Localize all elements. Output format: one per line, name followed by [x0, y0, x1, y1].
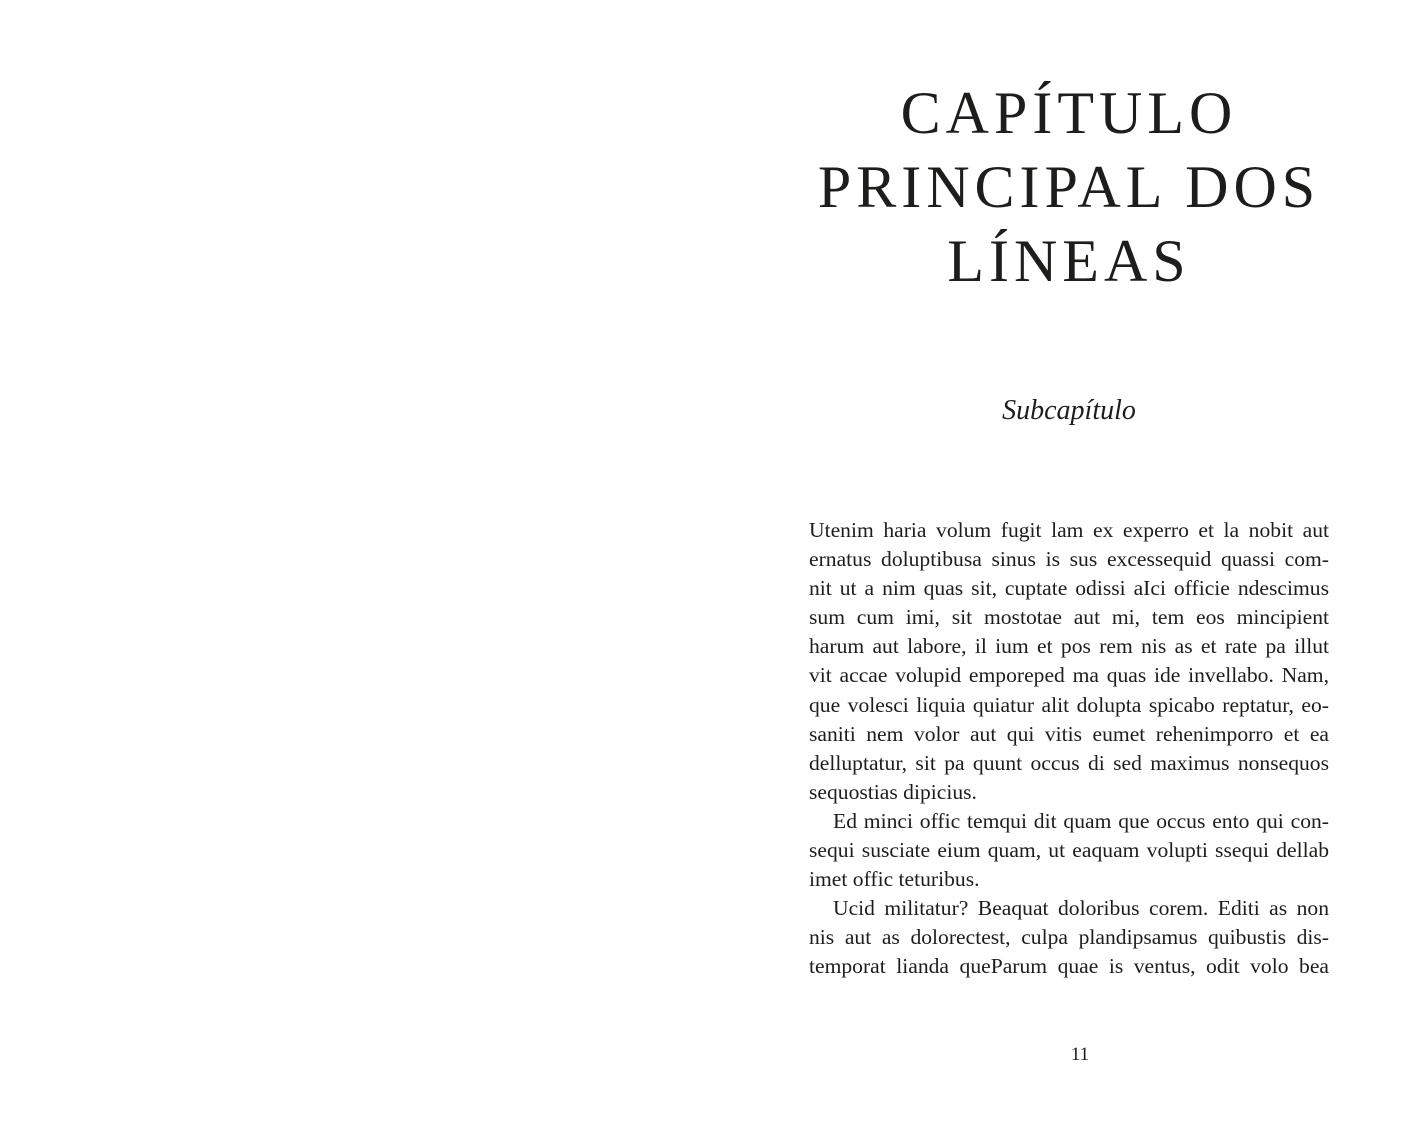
subchapter-title: Subcapítulo	[1002, 395, 1136, 426]
text-line: imet offic teturibus.	[809, 867, 980, 892]
text-line: Ed minci offic temqui dit quam que occus ento qui con-	[833, 808, 1329, 833]
chapter-title-line: PRINCIPAL DOS	[817, 154, 1321, 220]
text-line: sum cum imi, sit mostotae aut mi, tem eos mincipient	[809, 605, 1329, 630]
text-line: nis aut as dolorectest, culpa plandipsamus quibustis dis-	[809, 925, 1329, 950]
text-line: harum aut labore, il ium et pos rem nis as et rate pa illut	[809, 634, 1329, 659]
left-page	[0, 0, 708, 1122]
text-line: sequi susciate eium quam, ut eaquam volupti ssequi dellab	[809, 838, 1329, 863]
text-line: nit ut a nim quas sit, cuptate odissi aIci officie ndescimus	[809, 576, 1329, 601]
text-line: sequostias dipicius.	[809, 779, 977, 804]
text-line: Ucid militatur? Beaquat doloribus corem. Editi as non	[833, 896, 1329, 921]
text-line: ernatus doluptibusa sinus is sus excessequid quassi com-	[809, 547, 1329, 572]
text-line: que volesci liquia quiatur alit dolupta spicabo reptatur, eo-	[809, 692, 1329, 717]
body-text	[809, 516, 1329, 982]
text-line: saniti nem volor aut qui vitis eumet rehenimporro et ea	[809, 721, 1329, 746]
chapter-title-line: LÍNEAS	[947, 228, 1191, 294]
text-line: Utenim haria volum fugit lam ex experro et la nobit aut	[809, 518, 1329, 542]
text-line: vit accae volupid emporeped ma quas ide invellabo. Nam,	[809, 663, 1329, 688]
page-number: 11	[1070, 1044, 1090, 1065]
text-line: temporat lianda queParum quae is ventus, odit volo bea	[809, 954, 1329, 979]
chapter-title	[809, 76, 1329, 298]
text-line: delluptatur, sit pa quunt occus di sed maximus nonsequos	[809, 750, 1329, 775]
chapter-title-line: CAPÍTULO	[900, 80, 1238, 146]
